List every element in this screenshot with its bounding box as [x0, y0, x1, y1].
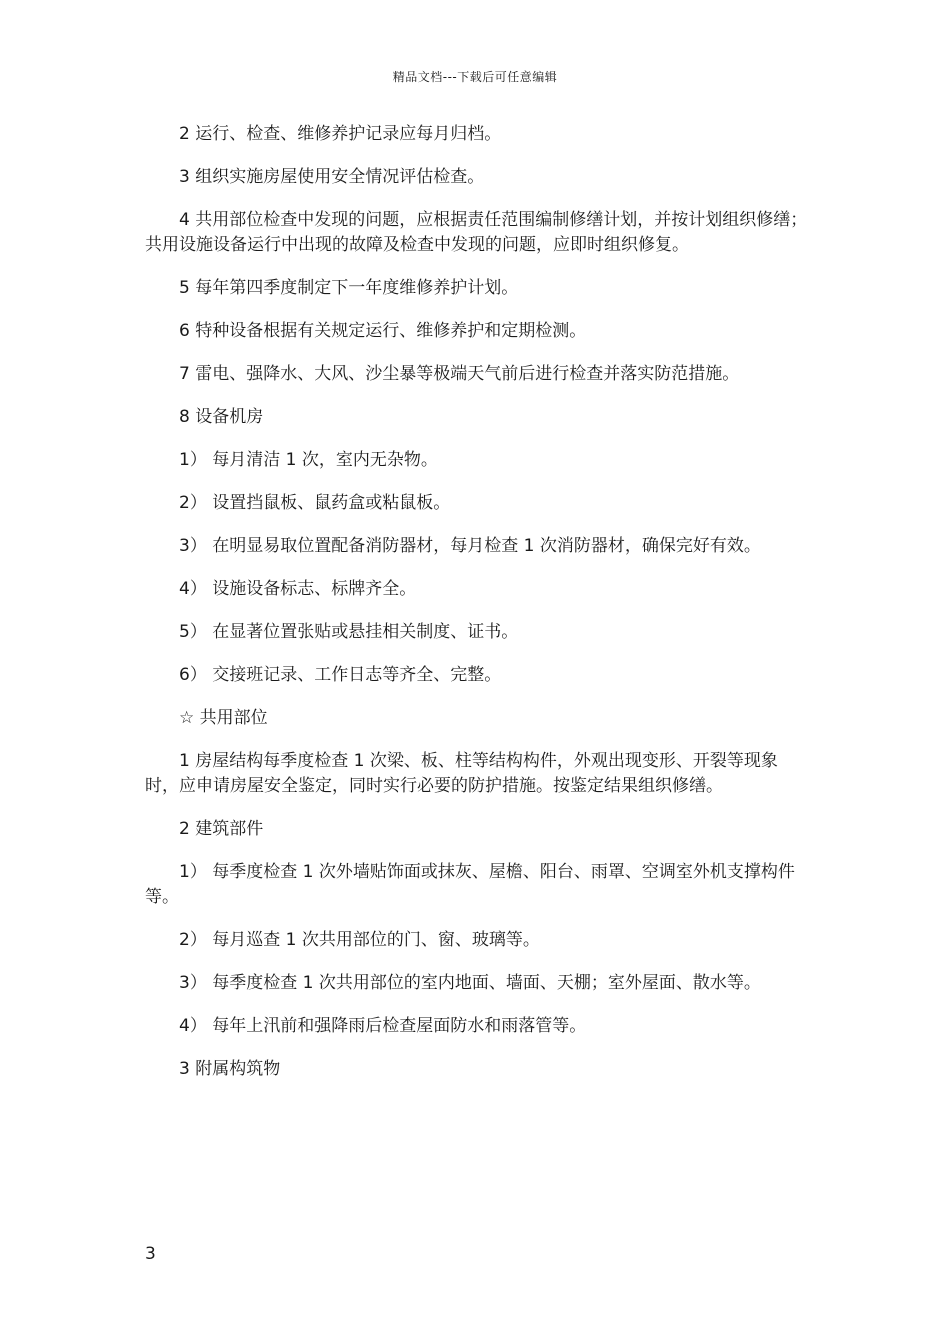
list-item: 1） 每季度检查 1 次外墙贴饰面或抹灰、屋檐、阳台、雨罩、空调室外机支撑构件等。 [145, 862, 795, 907]
section-heading: ☆ 共用部位 [179, 708, 268, 728]
document-body [145, 122, 810, 1100]
paragraph: 1 房屋结构每季度检查 1 次梁、板、柱等结构构件，外观出现变形、开裂等现象时，应申请房屋安全鉴定，同时实行必要的防护措施。按鉴定结果组织修缮。 [145, 751, 778, 796]
paragraph: 3 组织实施房屋使用安全情况评估检查。 [179, 167, 485, 187]
list-item: 4） 设施设备标志、标牌齐全。 [179, 579, 417, 599]
list-item: 5） 在显著位置张贴或悬挂相关制度、证书。 [179, 622, 519, 642]
list-item: 3） 每季度检查 1 次共用部位的室内地面、墙面、天棚；室外屋面、散水等。 [179, 973, 761, 993]
paragraph: 6 特种设备根据有关规定运行、维修养护和定期检测。 [179, 321, 587, 341]
paragraph: 2 运行、检查、维修养护记录应每月归档。 [179, 124, 502, 144]
list-item: 3） 在明显易取位置配备消防器材，每月检查 1 次消防器材，确保完好有效。 [179, 536, 761, 556]
paragraph: 5 每年第四季度制定下一年度维修养护计划。 [179, 278, 519, 298]
list-item: 1） 每月清洁 1 次，室内无杂物。 [179, 450, 438, 470]
list-item: 2） 设置挡鼠板、鼠药盒或粘鼠板。 [179, 493, 451, 513]
page-number: 3 [145, 1244, 156, 1264]
section-heading: 3 附属构筑物 [179, 1059, 281, 1079]
list-item: 2） 每月巡查 1 次共用部位的门、窗、玻璃等。 [179, 930, 540, 950]
list-item: 4） 每年上汛前和强降雨后检查屋面防水和雨落管等。 [179, 1016, 587, 1036]
section-heading: 2 建筑部件 [179, 819, 264, 839]
paragraph: 4 共用部位检查中发现的问题，应根据责任范围编制修缮计划，并按计划组织修缮；共用设施设备运行中出现的故障及检查中发现的问题，应即时组织修复。 [145, 210, 808, 255]
section-heading: 8 设备机房 [179, 407, 264, 427]
list-item: 6） 交接班记录、工作日志等齐全、完整。 [179, 665, 502, 685]
paragraph: 7 雷电、强降水、大风、沙尘暴等极端天气前后进行检查并落实防范措施。 [179, 364, 740, 384]
page-header: 精品文档---下载后可任意编辑 [392, 70, 558, 84]
